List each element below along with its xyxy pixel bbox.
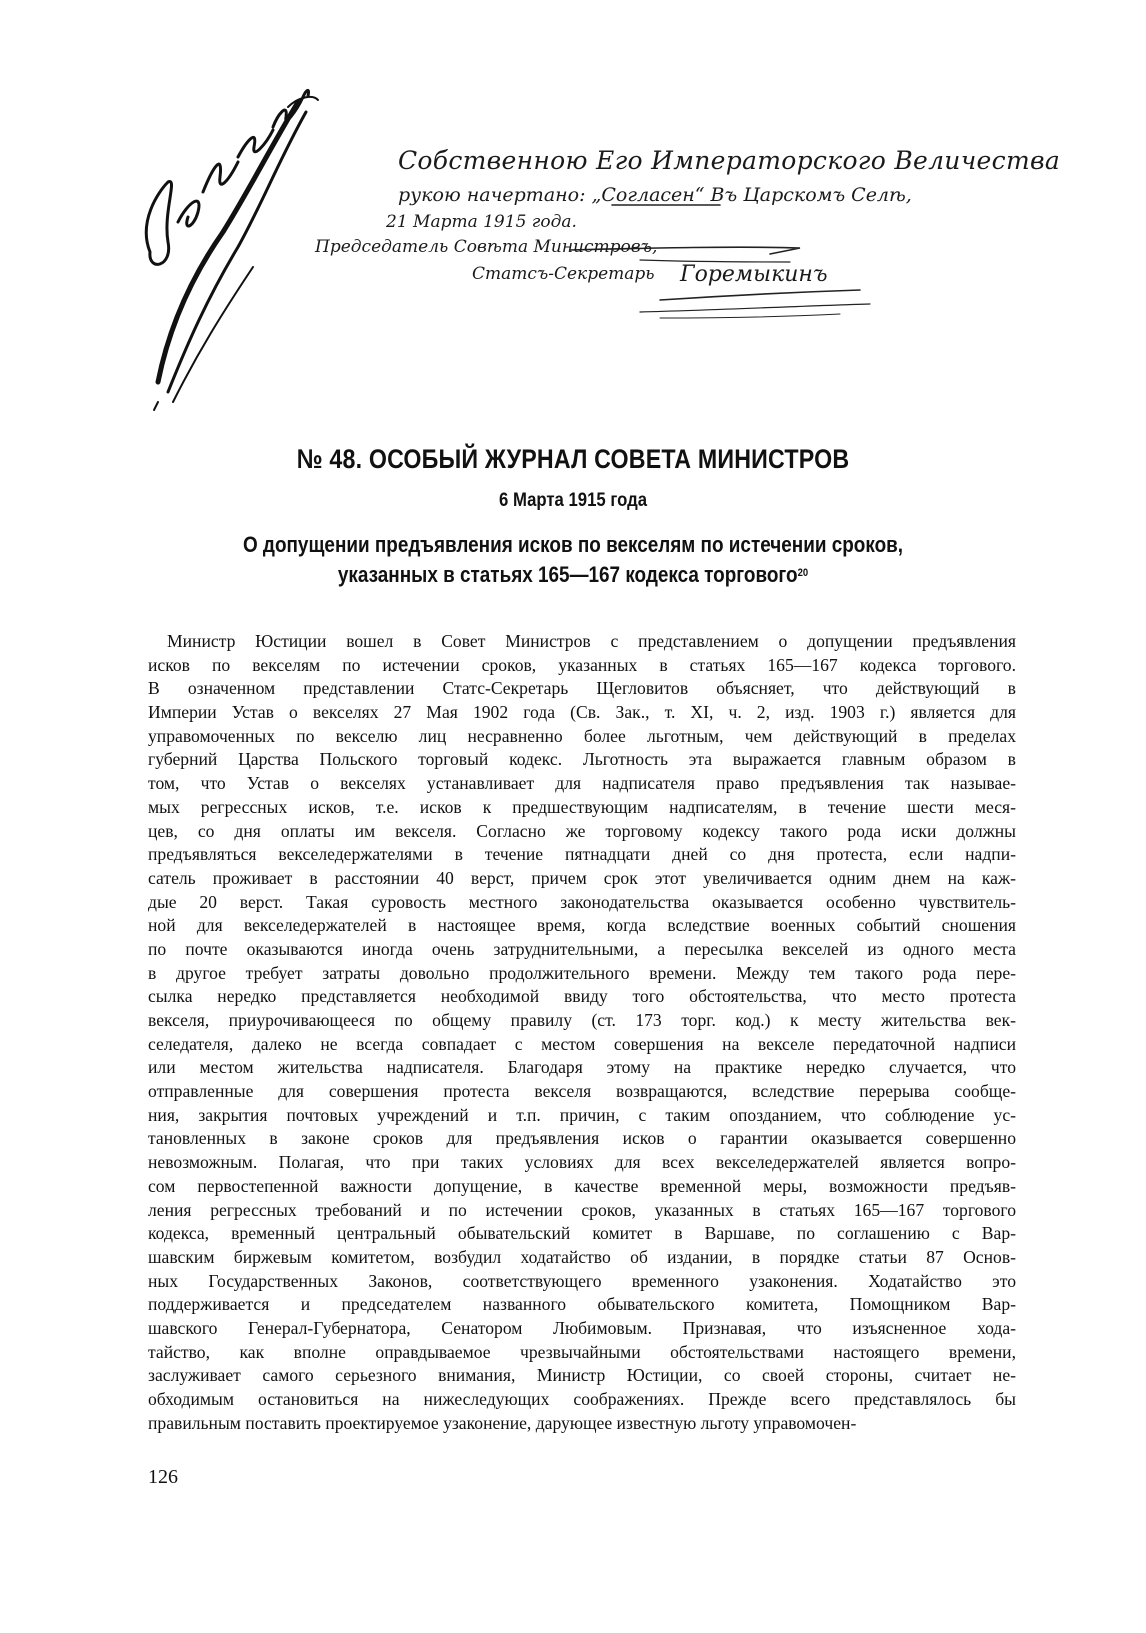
- body-line: шавского Генерал-Губернатора, Сенатором Любимовым. Признавая, что изъясненное хода-: [148, 1317, 1016, 1338]
- body-paragraph: [148, 630, 1016, 1435]
- handwritten-line-3: 21 Марта 1915 года.: [386, 212, 577, 232]
- handwritten-resolution: [0, 0, 1146, 420]
- body-line: кодекса, временный центральный обывательский комитет в Варшаве, по соглашению с Вар-: [148, 1223, 1016, 1244]
- imperial-signature-image: [128, 82, 328, 412]
- body-line: сылка нередко представляется необходимой ввиду того обстоятельства, что место протеста: [148, 986, 1016, 1007]
- body-line: ления регрессных требований и по истечении сроков, указанных в статьях 165—167 торгового: [148, 1199, 1016, 1220]
- body-line: заслуживает самого серьезного внимания, Министр Юстиции, со своей стороны, считает не-: [148, 1365, 1016, 1386]
- body-line: по почте оказываются иногда очень затруднительными, а пересылка векселей из одного места: [148, 938, 1016, 959]
- subtitle-line-1: О допущении предъявления исков по векселям по истечении сроков,: [242, 532, 904, 557]
- body-line: поддерживается и председателем названного обывательского комитета, Помощником Вар-: [148, 1294, 1016, 1315]
- handwritten-line-4: Председатель Совѣта Министровъ,: [315, 237, 658, 257]
- handwritten-line-1: Собственною Его Императорского Величества: [398, 146, 1061, 175]
- footnote-mark: 20: [797, 567, 809, 579]
- body-line: ных Государственных Законов, соответствующего временного узаконения. Ходатайство это: [148, 1270, 1016, 1291]
- body-line: В означенном представлении Статс-Секретарь Щегловитов объясняет, что действующий в: [148, 678, 1016, 699]
- handwritten-line-2: рукою начертано: „Согласен“ Въ Царскомъ Селѣ,: [398, 184, 912, 206]
- body-line: селедателя, далеко не всегда совпадает с местом совершения на векселе передаточной надписи: [148, 1033, 1016, 1054]
- body-line: сатель проживает в расстоянии 40 верст, причем срок этот увеличивается одним днем на каж-: [148, 867, 1016, 888]
- body-line: векселя, приурочивающееся по общему правилу (ст. 173 торг. код.) к месту жительства век-: [148, 1010, 1016, 1030]
- body-line: предъявляться векселедержателями в течение пятнадцати дней со дня протеста, если надпи-: [148, 844, 1016, 865]
- body-line: шавским биржевым комитетом, возбудил ходатайство об издании, в порядке статьи 87 Основ-: [148, 1246, 1016, 1267]
- subtitle-line-2: [80, 560, 1066, 590]
- subtitle-line-2-text: указанных в статьях 165—167 кодекса торгового: [337, 562, 798, 587]
- document-date: 6 Марта 1915 года: [498, 490, 647, 511]
- page-number: 126: [148, 1466, 178, 1488]
- body-line: обходимым остановиться на нижеследующих соображениях. Прежде всего представлялось бы: [148, 1389, 1016, 1409]
- body-line: ной для векселедержателей в настоящее время, когда вследствие военных событий сношения: [148, 915, 1016, 936]
- body-line: отправленные для совершения протеста векселя возвращаются, вследствие перерыва сообще-: [148, 1081, 1016, 1102]
- body-line: тановленных в законе сроков для предъявления исков о гарантии оказывается совершенно: [148, 1128, 1016, 1149]
- body-line: дые 20 верст. Такая суровость местного законодательства оказывается особенно чувствитель-: [148, 891, 1016, 912]
- body-line: том, что Устав о векселях устанавливает для надписателя право предъявления так называе-: [148, 773, 1016, 794]
- body-line: невозможным. Полагая, что при таких условиях для всех векселедержателей является вопро-: [148, 1152, 1016, 1173]
- body-line: в другое требует затраты довольно продолжительного времени. Между тем такого рода пере-: [148, 962, 1016, 983]
- body-line: цев, со дня оплаты им векселя. Согласно же торговому кодексу такого рода иски должны: [148, 820, 1016, 841]
- document-title: № 48. ОСОБЫЙ ЖУРНАЛ СОВЕТА МИНИСТРОВ: [296, 444, 850, 474]
- body-line: губерний Царства Польского торговый кодекс. Льготность эта выражается главным образом в: [148, 749, 1016, 770]
- body-line: ния, закрытия почтовых учреждений и т.п. причин, с таким опозданием, что соблюдение ус-: [148, 1104, 1016, 1125]
- document-subtitle: [80, 530, 1066, 590]
- body-line: мых регрессных исков, т.е. исков к предшествующим надписателям, в течение шести меся-: [148, 796, 1016, 817]
- body-line: или местом жительства надписателя. Благодаря этому на практике нередко случается, что: [148, 1057, 1016, 1078]
- body-line: управомоченных по векселю лиц несравненно более льготным, чем действующий в пределах: [148, 725, 1016, 746]
- body-line: тайство, как вполне оправдываемое чрезвычайными обстоятельствами настоящего времени,: [148, 1341, 1016, 1362]
- handwritten-line-5: Статсъ-Секретарь: [472, 264, 655, 284]
- chairman-signature: Горемыкинъ: [680, 262, 828, 287]
- body-line: Министр Юстиции вошел в Совет Министров с представлением о допущении предъявления: [167, 631, 1016, 651]
- body-line: сом первостепенной важности допущение, в качестве временной меры, возможности предъяв-: [148, 1175, 1016, 1196]
- body-line: Империи Устав о векселях 27 Мая 1902 года (Св. Зак., т. XI, ч. 2, изд. 1903 г.) является для: [148, 702, 1016, 723]
- body-line: исков по векселям по истечении сроков, указанных в статьях 165—167 кодекса торгового.: [148, 654, 1016, 675]
- body-line: правильным поставить проектируемое узаконение, дарующее известную льготу управомочен-: [148, 1412, 857, 1433]
